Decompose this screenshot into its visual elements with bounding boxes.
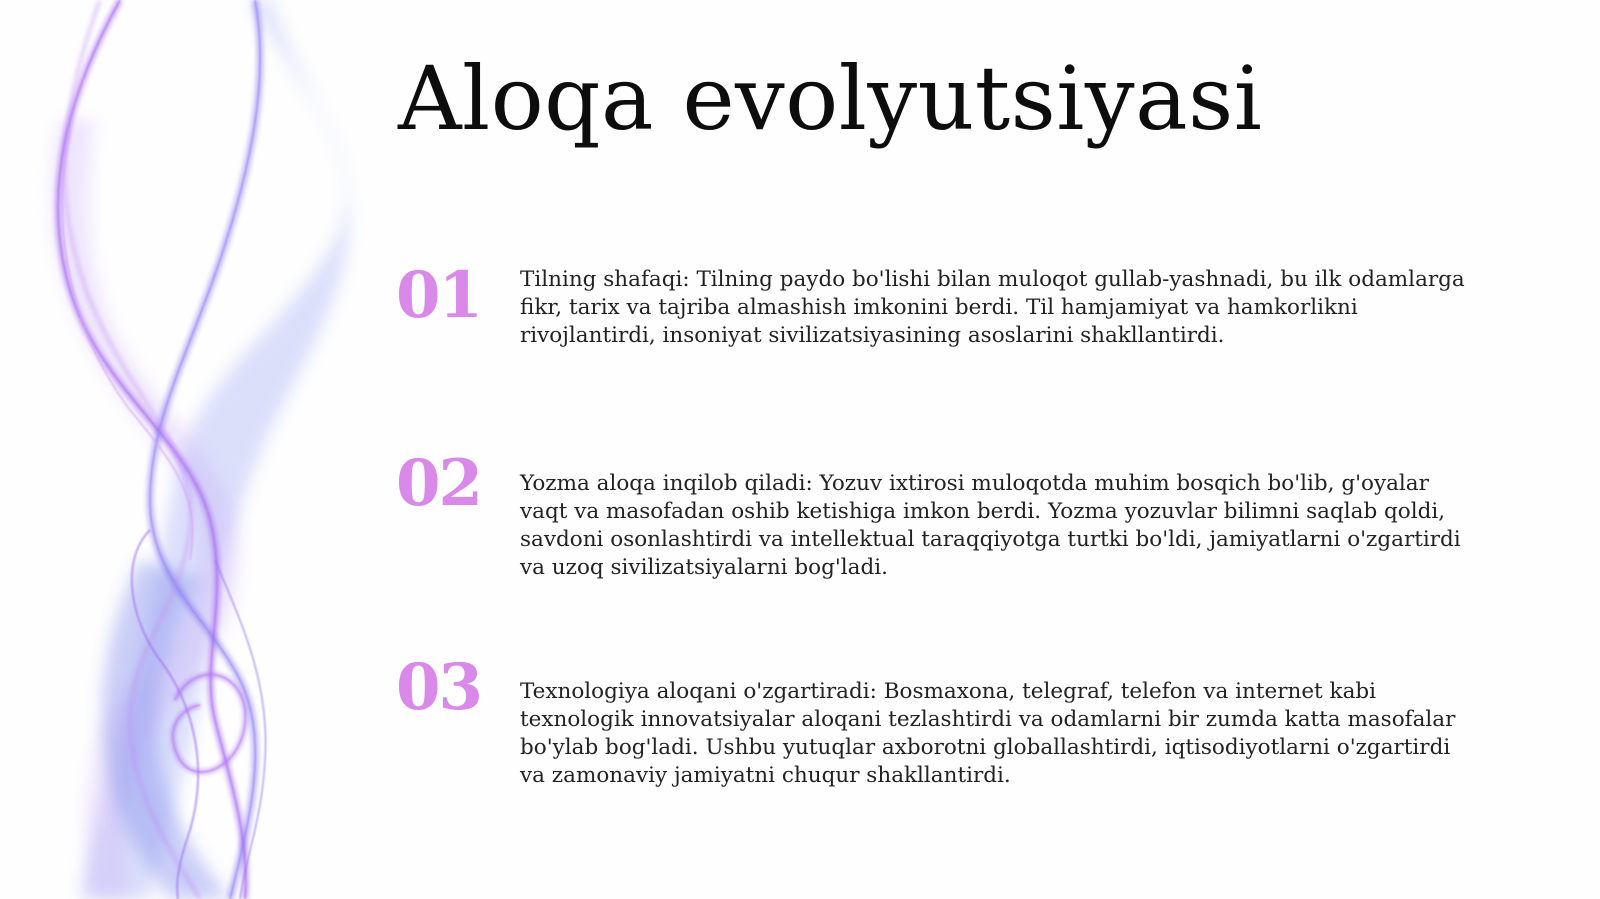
item-text: Yozma aloqa inqilob qiladi: Yozuv ixtirosi muloqotda muhim bosqich bo'lib, g'oyalar vaqt va masofadan oshib ketishiga imkon berdi. Yozma yozuvlar bilimni saqlab qoldi, savdoni osonlashtirdi va intellektual taraqqiyotga turtki bo'ldi, jamiyatlarni o'zgartirdi va uzoq sivilizatsiyalarni bog'ladi.	[520, 471, 1461, 580]
item-text: Texnologiya aloqani o'zgartiradi: Bosmaxona, telegraf, telefon va internet kabi texnologik innovatsiyalar aloqani tezlashtirdi va odamlarni bir zumda katta masofalar bo'ylab bog'ladi. Ushbu yutuqlar axborotni globallashtirdi, iqtisodiyotlarni o'zgartirdi va zamonaviy jamiyatni chuqur shakllantirdi.	[520, 679, 1456, 788]
item-number: 01	[396, 258, 482, 333]
slide-title: Aloqa evolyutsiyasi	[398, 47, 1263, 150]
purple-smoke-decoration	[0, 0, 380, 899]
item-text: Tilning shafaqi: Tilning paydo bo'lishi bilan muloqot gullab-yashnadi, bu ilk odamlarga fikr, tarix va tajriba almashish imkonini berdi. Til hamjamiyat va hamkorlikni rivojlantirdi, insoniyat sivilizatsiyasining asoslarini shakllantirdi.	[520, 267, 1465, 348]
item-number: 02	[396, 446, 482, 521]
item-number: 03	[396, 650, 482, 725]
